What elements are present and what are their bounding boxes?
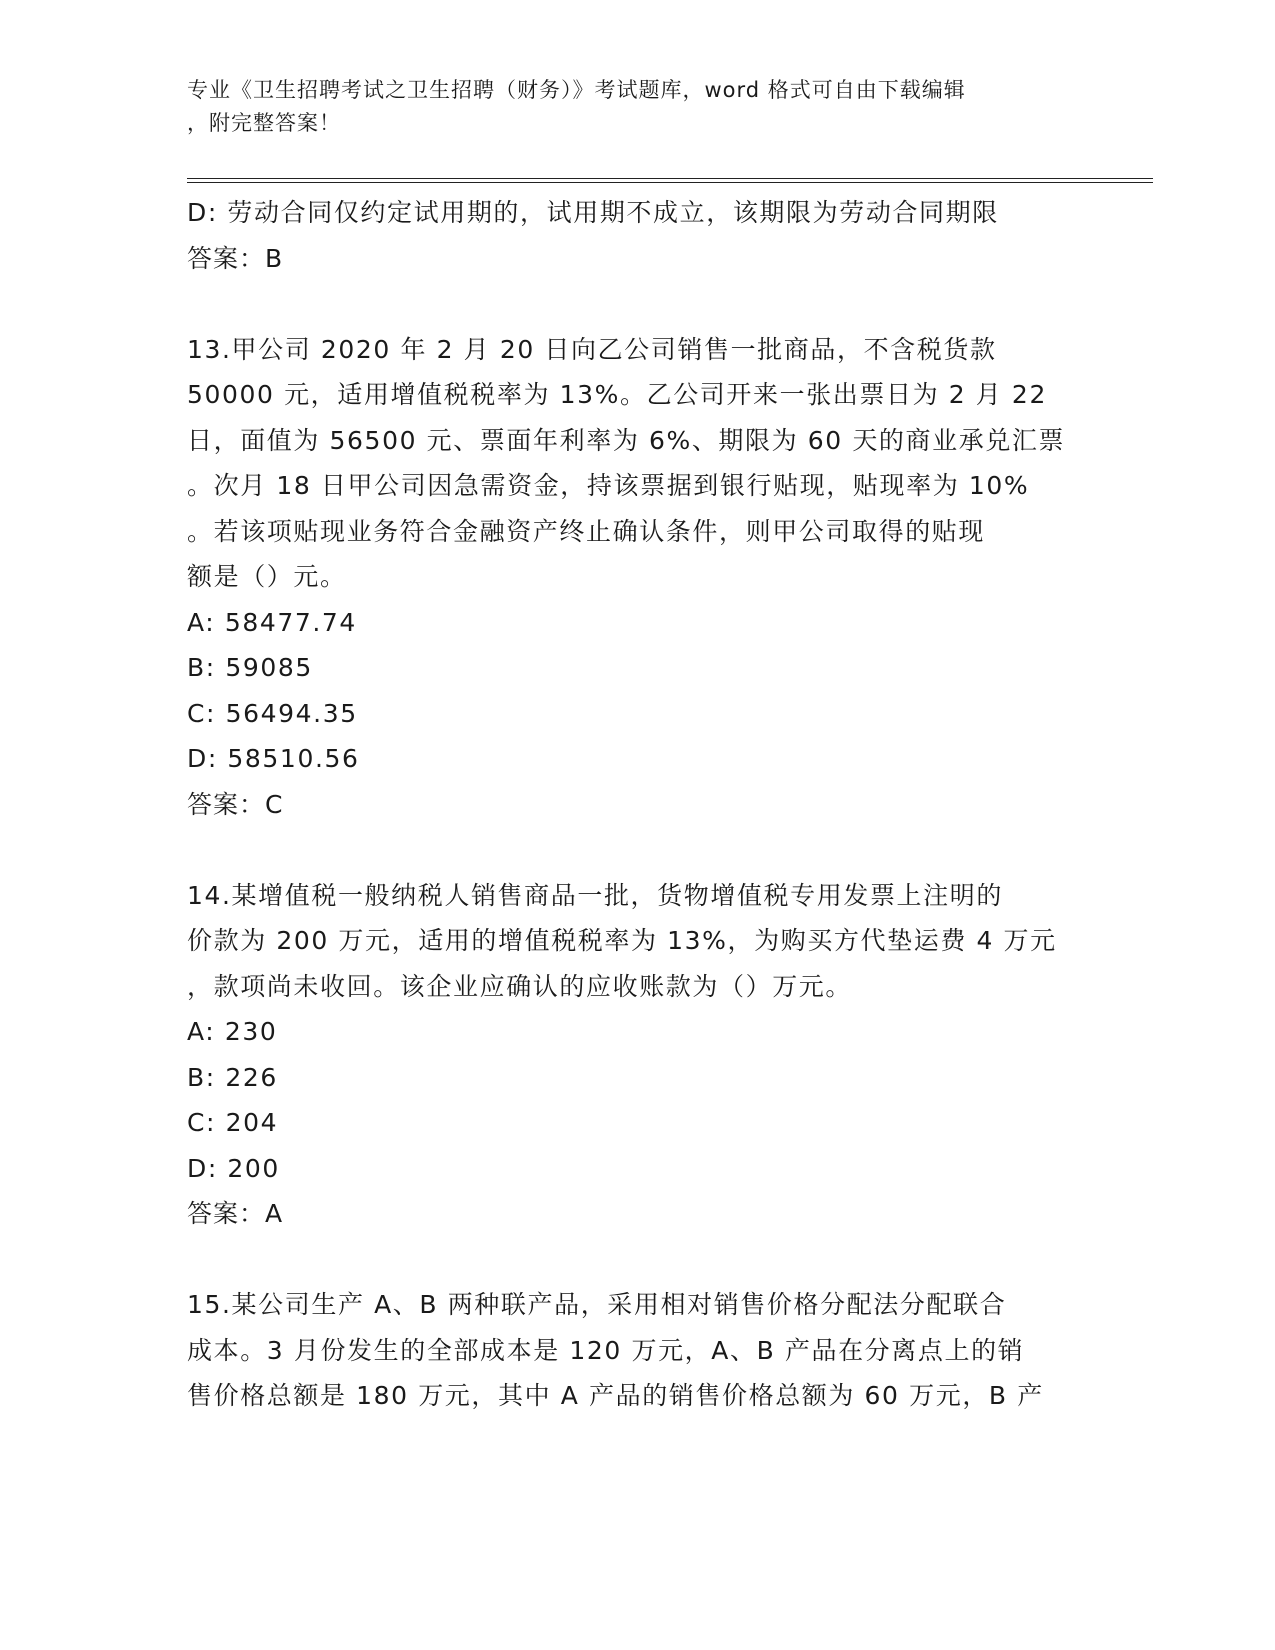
question-text-line: 。次月 18 日甲公司因急需资金，持该票据到银行贴现，贴现率为 10% [187, 471, 1030, 500]
question-15 [187, 1282, 1087, 1419]
header-divider-bottom [187, 182, 1153, 183]
question-text-line: 14.某增值税一般纳税人销售商品一批，货物增值税专用发票上注明的 [187, 880, 1003, 910]
option-a: A: 58477.74 [187, 607, 357, 637]
question-text-line: 价款为 200 万元，适用的增值税税率为 13%，为购买方代垫运费 4 万元 [187, 926, 1057, 955]
question-text-line: 50000 元，适用增值税税率为 13%。乙公司开来一张出票日为 2 月 22 [187, 380, 1047, 409]
option-d: D: 劳动合同仅约定试用期的，试用期不成立，该期限为劳动合同期限 [187, 198, 999, 227]
header-line-1: 专业《卫生招聘考试之卫生招聘（财务）》考试题库，word 格式可自由下载编辑 [187, 78, 966, 102]
option-d: D: 58510.56 [187, 744, 360, 773]
option-b: B: 226 [187, 1062, 278, 1092]
document-body [187, 190, 1087, 1419]
question-text-line: 15.某公司生产 A、B 两种联产品，采用相对销售价格分配法分配联合 [187, 1290, 1007, 1319]
question-13 [187, 327, 1087, 828]
option-c: C: 204 [187, 1108, 279, 1137]
spacer [187, 1237, 1087, 1283]
option-a: A: 230 [187, 1017, 278, 1046]
question-text-line: 。若该项贴现业务符合金融资产终止确认条件，则甲公司取得的贴现 [187, 516, 986, 546]
question-text-line: 日，面值为 56500 元、票面年利率为 6%、期限为 60 天的商业承兑汇票 [187, 425, 1066, 455]
option-b: B: 59085 [187, 653, 313, 682]
document-header [187, 74, 1067, 140]
spacer [187, 281, 1087, 327]
answer: 答案：C [187, 789, 284, 819]
question-text-line: 13.甲公司 2020 年 2 月 20 日向乙公司销售一批商品，不含税货款 [187, 334, 997, 364]
spacer [187, 827, 1087, 873]
question-text-line: 额是（）元。 [187, 562, 347, 591]
question-text-line: ，款项尚未收回。该企业应确认的应收账款为（）万元。 [187, 971, 853, 1001]
option-c: C: 56494.35 [187, 698, 358, 728]
option-d: D: 200 [187, 1153, 280, 1183]
question-14 [187, 873, 1087, 1237]
question-text-line: 售价格总额是 180 万元，其中 A 产品的销售价格总额为 60 万元，B 产 [187, 1381, 1044, 1410]
question-text-line: 成本。3 月份发生的全部成本是 120 万元，A、B 产品在分离点上的销 [187, 1335, 1025, 1365]
answer: 答案：B [187, 243, 284, 273]
question-12-tail [187, 190, 1087, 281]
header-line-2: ，附完整答案！ [187, 111, 341, 135]
header-divider-top [187, 178, 1153, 179]
answer: 答案：A [187, 1199, 284, 1228]
